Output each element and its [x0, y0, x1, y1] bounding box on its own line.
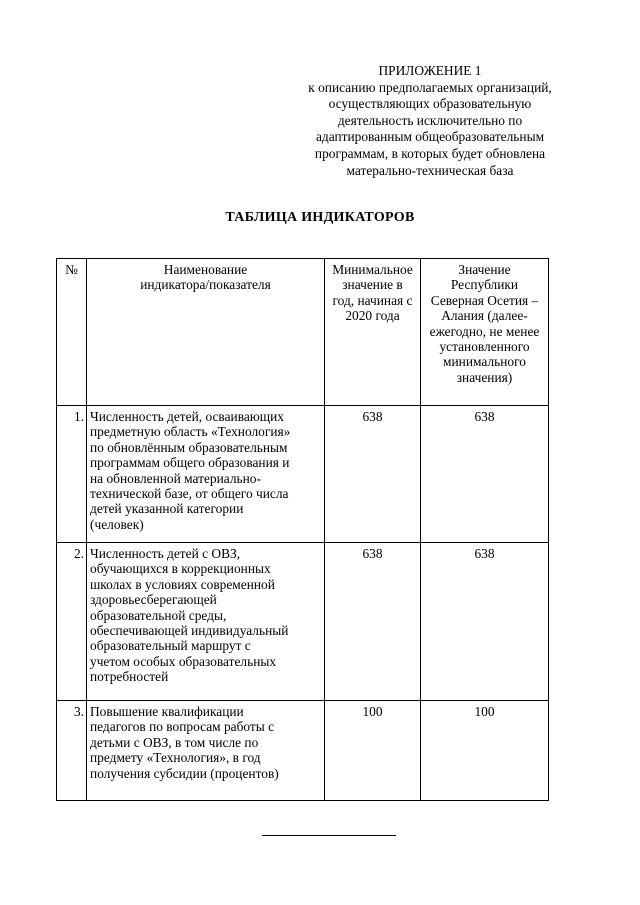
- republic-value: 100: [421, 701, 549, 801]
- header-line: год, начиная с: [332, 292, 413, 308]
- cell-line: потребностей: [90, 669, 169, 685]
- header-line: минимального: [443, 354, 526, 370]
- header-line: индикатора/показателя: [140, 277, 271, 293]
- minimum-value: 638: [325, 406, 421, 543]
- cell-line: предмету «Технология», в год: [90, 750, 261, 766]
- header-line: Алания (далее-: [441, 308, 528, 324]
- cell-line: (человек): [90, 516, 144, 532]
- minimum-value: 638: [325, 543, 421, 701]
- indicator-name: [87, 406, 325, 543]
- appendix-heading: ПРИЛОЖЕНИЕ 1: [378, 63, 482, 78]
- appendix-line: к описанию предполагаемых организаций,: [308, 79, 552, 95]
- cell-line: обеспечивающей индивидуальный: [90, 623, 289, 639]
- row-number: 2.: [57, 543, 87, 701]
- header-line: Северная Осетия –: [430, 292, 539, 308]
- header-line: ежегодно, не менее: [429, 323, 540, 339]
- cell-line: образовательной среды,: [90, 607, 227, 623]
- table-row: [57, 701, 549, 801]
- cell-line: здоровьесберегающей: [90, 592, 217, 608]
- header-minimum-value: [325, 259, 421, 406]
- appendix-line: адаптированным общеобразовательным: [315, 129, 545, 145]
- appendix-note: [282, 63, 578, 179]
- header-line: Республики: [450, 277, 519, 293]
- cell-line: Численность детей, осваивающих: [90, 409, 284, 424]
- cell-line: предметную область «Технология»: [90, 424, 291, 440]
- cell-line: технической базе, от общего числа: [90, 486, 289, 502]
- cell-line: по обновлённым образовательным: [90, 439, 288, 455]
- header-line: значение в: [342, 277, 403, 293]
- cell-line: детьми с ОВЗ, в том числе по: [90, 734, 259, 750]
- table-row: [57, 543, 549, 701]
- appendix-line: матерально-техническая база: [346, 162, 514, 178]
- table-header-row: [57, 259, 549, 406]
- republic-value: 638: [421, 543, 549, 701]
- header-line: №: [65, 262, 78, 277]
- republic-value: 638: [421, 406, 549, 543]
- appendix-line: деятельность исключительно по: [337, 112, 523, 128]
- cell-line: школах в условиях современной: [90, 576, 275, 592]
- header-line: значения): [456, 369, 513, 385]
- cell-line: Численность детей с ОВЗ,: [90, 546, 241, 561]
- footer-divider: [262, 835, 396, 836]
- header-line: установленного: [439, 339, 530, 355]
- cell-line: детей указанной категории: [90, 501, 244, 517]
- cell-line: образовательный маршрут с: [90, 638, 251, 654]
- indicator-name: [87, 543, 325, 701]
- indicator-name: [87, 701, 325, 801]
- cell-line: учетом особых образовательных: [90, 653, 277, 669]
- header-indicator-name: [87, 259, 325, 406]
- header-republic-value: [421, 259, 549, 406]
- cell-line: педагогов по вопросам работы с: [90, 719, 275, 735]
- cell-line: получения субсидии (процентов): [90, 765, 279, 781]
- header-line: Значение: [458, 262, 511, 277]
- cell-line: на обновленной материально-: [90, 470, 261, 486]
- header-line: 2020 года: [345, 308, 400, 324]
- appendix-line: осуществляющих образовательную: [328, 96, 532, 112]
- cell-line: Повышение квалификации: [90, 704, 244, 719]
- row-number: 1.: [57, 406, 87, 543]
- minimum-value: 100: [325, 701, 421, 801]
- table-row: [57, 406, 549, 543]
- cell-line: обучающихся в коррекционных: [90, 561, 271, 577]
- header-number: [57, 259, 87, 406]
- appendix-line: программам, в которых будет обновлена: [314, 145, 546, 161]
- header-line: Наименование: [163, 262, 248, 277]
- cell-line: программам общего образования и: [90, 455, 290, 471]
- header-line: Минимальное: [332, 262, 413, 277]
- row-number: 3.: [57, 701, 87, 801]
- indicators-table: [56, 258, 549, 801]
- document-title: ТАБЛИЦА ИНДИКАТОРОВ: [225, 210, 415, 225]
